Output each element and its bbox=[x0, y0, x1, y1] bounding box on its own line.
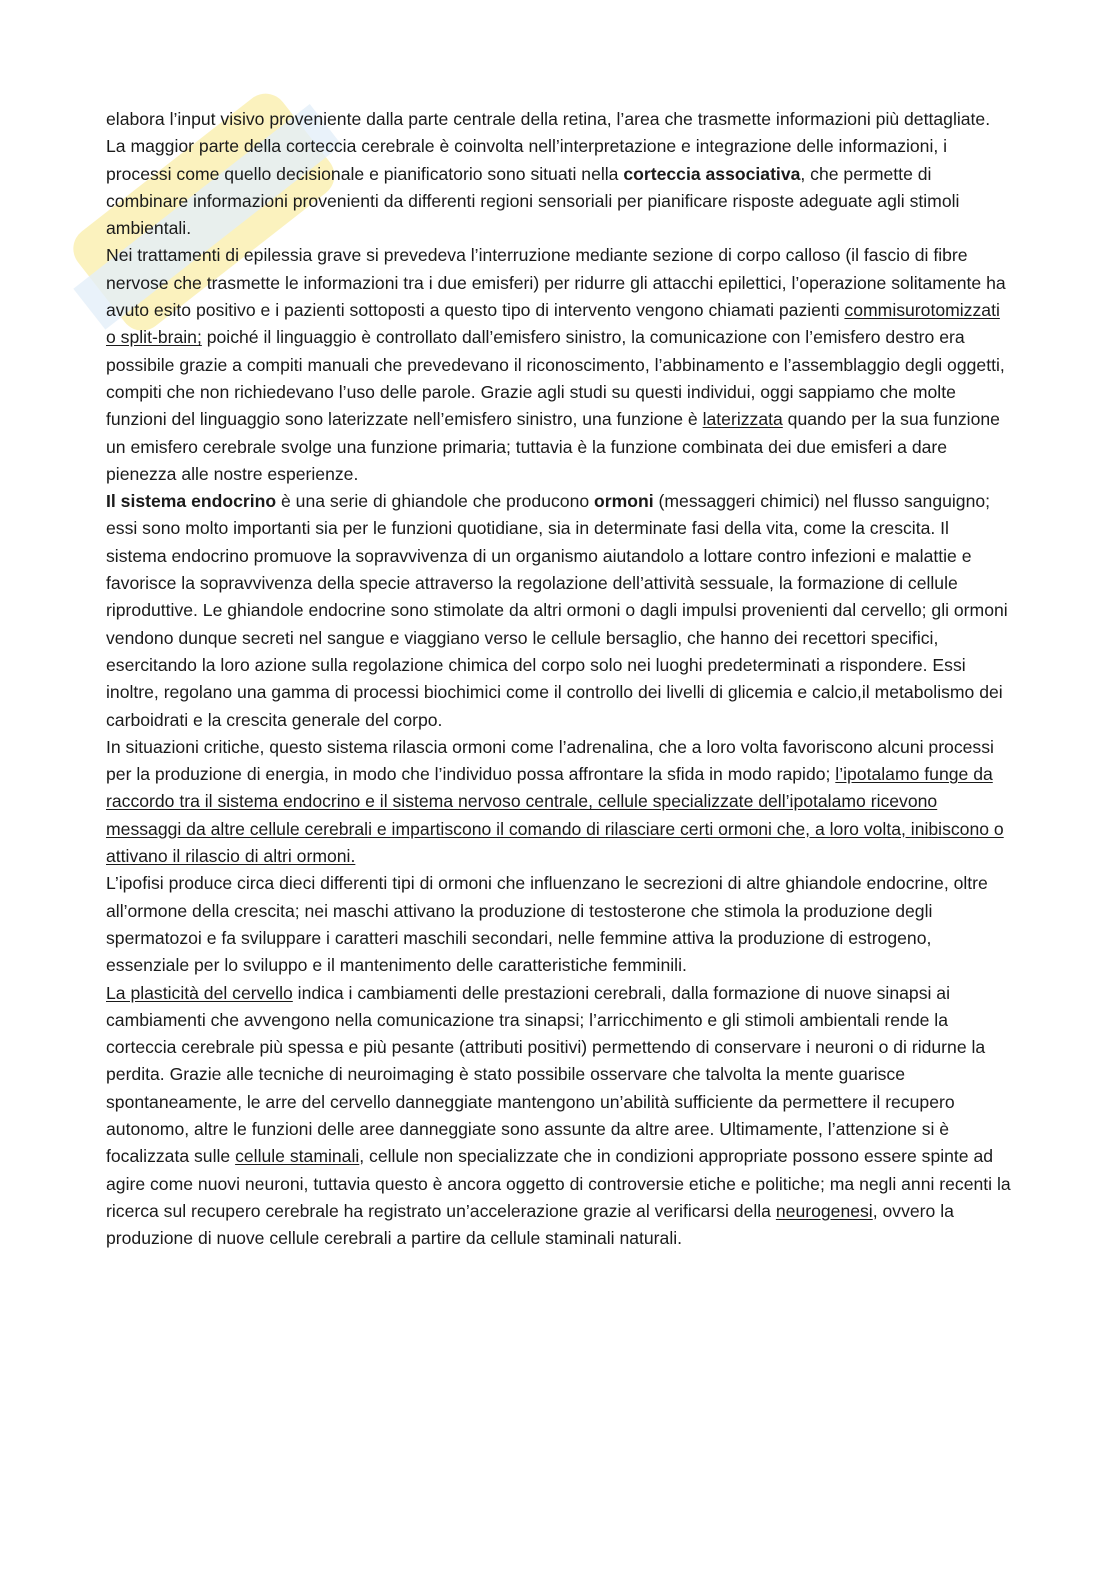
text-run: , cellule non specializzate che in condizioni appropriate possono essere spinte ad agire come nuovi neuroni, tuttavia questo è ancora oggetto di controversie etiche e politiche; ma negli anni recenti la ricerca sul recupero cerebrale ha registrato un’accelerazione grazie al verificarsi della bbox=[106, 1146, 1011, 1221]
text-run: elabora l’input visivo proveniente dalla parte centrale della retina, l’area che trasmette informazioni più dettagliate. bbox=[106, 109, 991, 129]
document-body bbox=[106, 106, 1011, 1252]
bold-term: Il sistema endocrino bbox=[106, 491, 277, 512]
text-run: , che permette di combinare informazioni provenienti da differenti regioni sensoriali per pianificare risposte adeguate agli stimoli ambientali. bbox=[106, 163, 960, 239]
paragraph bbox=[106, 106, 1011, 133]
underlined-term: laterizzata bbox=[702, 409, 783, 430]
underlined-term: commisurotomizzati o split-brain; bbox=[106, 300, 1000, 348]
underlined-term: neurogenesi bbox=[775, 1200, 873, 1221]
paragraph bbox=[106, 734, 1011, 870]
text-run: (messaggeri chimici) nel flusso sanguigno; essi sono molto importanti sia per le funzioni quotidiane, sia in determinate fasi della vita, come la crescita. Il sistema endocrino promuove la sopravvivenza di un organismo aiutandolo a lottare contro infezioni e malattie e favorisce la sopravvivenza della specie attraverso la regolazione dell’attività sessuale, la formazione di cellule riproduttive. Le ghiandole endocrine sono stimolate da altri ormoni o dagli impulsi provenienti dal cervello; gli ormoni vendono dunque secreti nel sangue e viaggiano verso le cellule bersaglio, che hanno dei recettori specifici, esercitando la loro azione sulla regolazione chimica del corpo solo nei luoghi predeterminati a rispondere. Essi inoltre, regolano una gamma di processi biochimici come il controllo dei livelli di glicemia e calcio,il metabolismo dei carboidrati e la crescita generale del corpo. bbox=[106, 491, 1008, 730]
text-run: quando per la sua funzione un emisfero cerebrale svolge una funzione primaria; tuttavia è la funzione combinata dei due emisferi a dare pienezza alle nostre esperienze. bbox=[106, 409, 1000, 484]
paragraph bbox=[106, 870, 1011, 979]
text-run: La maggior parte della corteccia cerebrale è coinvolta nell’interpretazione e integrazione delle informazioni, i processi come quello decisionale e pianificatorio sono situati nella bbox=[106, 136, 948, 184]
text-run: , ovvero la produzione di nuove cellule cerebrali a partire da cellule staminali naturali. bbox=[106, 1200, 954, 1249]
paragraph bbox=[106, 488, 1011, 734]
bold-term: corteccia associativa bbox=[623, 163, 801, 184]
text-run: In situazioni critiche, questo sistema rilascia ormoni come l’adrenalina, che a loro volta favoriscono alcuni processi per la produzione di energia, in modo che l’individuo possa affrontare la sfida in modo rapido; bbox=[106, 736, 994, 785]
paragraph bbox=[106, 242, 1011, 488]
underlined-term: l’ipotalamo funge da raccordo tra il sistema endocrino e il sistema nervoso centrale, cellule specializzate dell’ipotalamo ricevono messaggi da altre cellule cerebrali e impartiscono il comando di rilasciare certi ormoni che, a loro volta, inibiscono o attivano il rilascio di altri ormoni. bbox=[106, 764, 1004, 867]
text-run: indica i cambiamenti delle prestazioni cerebrali, dalla formazione di nuove sinapsi ai cambiamenti che avvengono nella comunicazione tra sinapsi; l’arricchimento e gli stimoli ambientali rende la corteccia cerebrale più spessa e più pesante (attributi positivi) permettendo di conservare i neuroni o di ridurne la perdita. Grazie alle tecniche di neuroimaging è stato possibile osservare che talvolta la mente guarisce spontaneamente, le arre del cervello danneggiate mantengono un’abilità sufficiente da permettere il recupero autonomo, altre le funzioni delle aree danneggiate sono assunte da altre aree. Ultimamente, l’attenzione si è focalizzata sulle bbox=[106, 982, 986, 1167]
text-run: poiché il linguaggio è controllato dall’emisfero sinistro, la comunicazione con l’emisfero destro era possibile grazie a compiti manuali che prevedevano il riconoscimento, l’abbinamento e l’assemblaggio degli oggetti, compiti che non richiedevano l’uso delle parole. Grazie agli studi su questi individui, oggi sappiamo che molte funzioni del linguaggio sono laterizzate nell’emisfero sinistro, una funzione è bbox=[106, 327, 1005, 430]
paragraph bbox=[106, 133, 1011, 242]
bold-term: ormoni bbox=[594, 491, 654, 512]
text-run: Nei trattamenti di epilessia grave si prevedeva l’interruzione mediante sezione di corpo calloso (il fascio di fibre nervose che trasmette le informazioni tra i due emisferi) per ridurre gli attacchi epilettici, l’operazione solitamente ha avuto esito positivo e i pazienti sottoposti a questo tipo di intervento vengono chiamati pazienti bbox=[106, 245, 1006, 321]
paragraph bbox=[106, 980, 1011, 1253]
text-run: L’ipofisi produce circa dieci differenti tipi di ormoni che influenzano le secrezioni di altre ghiandole endocrine, oltre all’ormone della crescita; nei maschi attivano la produzione di testosterone che stimola la produzione degli spermatozoi e fa sviluppare i caratteri maschili secondari, nelle femmine attiva la produzione di estrogeno, essenziale per lo sviluppo e il mantenimento delle caratteristiche femminili. bbox=[106, 873, 988, 976]
text-run: è una serie di ghiandole che producono bbox=[276, 491, 595, 512]
underlined-term: cellule staminali bbox=[235, 1146, 360, 1167]
underlined-term: La plasticità del cervello bbox=[106, 982, 293, 1003]
